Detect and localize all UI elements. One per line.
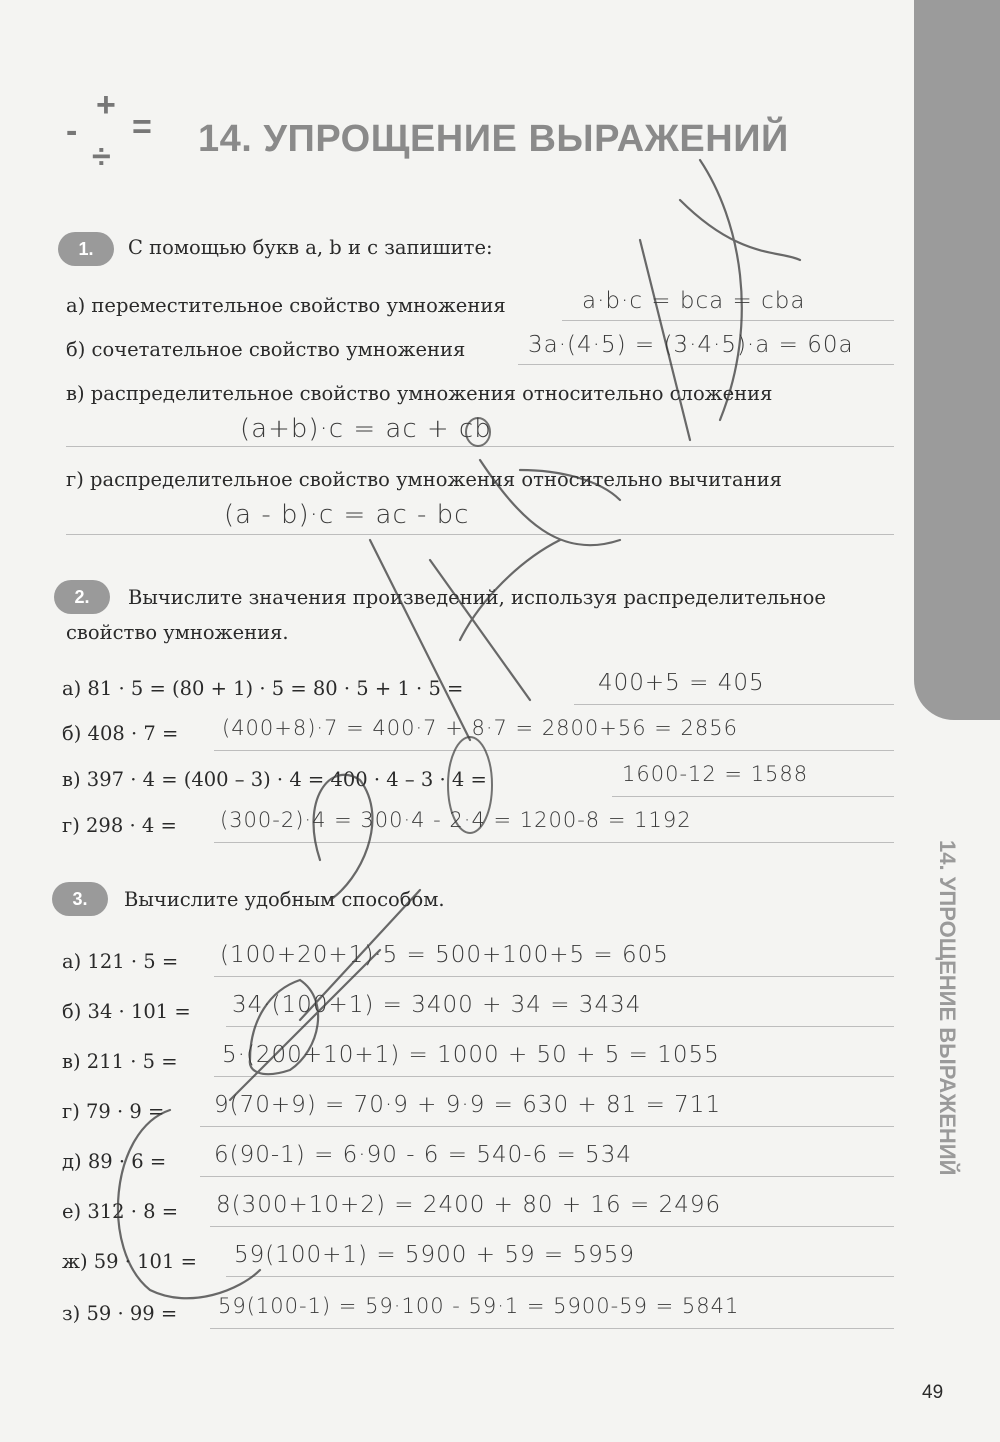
task3-prompt: Вычислите удобным способом. [124,888,445,911]
task1-item-c-label: в) распределительное свойство умножения относительно сложения [66,382,773,405]
task3-badge: 3. [52,882,108,916]
task3-item-b-expr: б) 34 · 101 = [62,1000,191,1023]
task1-item-b-answer: 3a·(4·5) = (3·4·5)·a = 60a [528,332,854,358]
task3-item-g-expr: ж) 59 · 101 = [62,1250,197,1273]
plus-symbol: + [96,86,116,124]
task3-item-h-answer: 59(100-1) = 59·100 - 59·1 = 5900-59 = 5841 [218,1294,740,1318]
task3-item-d-answer: 9(70+9) = 70·9 + 9·9 = 630 + 81 = 711 [214,1092,722,1118]
task2-item-a-expr: а) 81 · 5 = (80 + 1) · 5 = 80 · 5 + 1 · 5 = [62,677,464,700]
task2-item-a-answer: 400+5 = 405 [598,670,765,696]
page-title: 14. УПРОЩЕНИЕ ВЫРАЖЕНИЙ [198,118,789,160]
task2-prompt-line1: Вычислите значения произведений, используя распределительное [128,586,826,609]
divide-symbol: ÷ [92,138,111,176]
task3-item-e-expr: д) 89 · 6 = [62,1150,167,1173]
task2-badge: 2. [54,580,110,614]
task3-item-d-expr: г) 79 · 9 = [62,1100,165,1123]
task2-item-b-expr: б) 408 · 7 = [62,722,179,745]
task3-item-h-expr: з) 59 · 99 = [62,1302,178,1325]
task2-item-b-answer: (400+8)·7 = 400·7 + 8·7 = 2800+56 = 2856 [222,716,738,740]
task3-item-b-answer: 34·(100+1) = 3400 + 34 = 3434 [232,992,642,1018]
task3-item-e-answer: 6(90-1) = 6·90 - 6 = 540-6 = 534 [214,1142,632,1168]
task1-item-d-answer: (a - b)·c = ac - bc [224,500,470,530]
task3-item-a-answer: (100+20+1)·5 = 500+100+5 = 605 [220,942,669,968]
task3-item-a-expr: а) 121 · 5 = [62,950,179,973]
task1-item-b-label: б) сочетательное свойство умножения [66,338,466,361]
task3-item-g-answer: 59(100+1) = 5900 + 59 = 5959 [234,1242,636,1268]
task1-item-a-label: а) переместительное свойство умножения [66,294,506,317]
minus-symbol: - [66,112,78,150]
side-title: 14. УПРОЩЕНИЕ ВЫРАЖЕНИЙ [935,840,960,1176]
equals-symbol: = [132,108,152,146]
task2-prompt-line2: свойство умножения. [66,621,289,644]
task1-item-d-label: г) распределительное свойство умножения относительно вычитания [66,468,782,491]
task1-badge: 1. [58,232,114,266]
task1-prompt: С помощью букв a, b и с запишите: [128,236,493,259]
task3-item-f-answer: 8(300+10+2) = 2400 + 80 + 16 = 2496 [216,1192,722,1218]
task2-item-c-expr: в) 397 · 4 = (400 – 3) · 4 = 400 · 4 – 3 · 4 = [62,768,487,791]
task3-item-c-answer: 5·(200+10+1) = 1000 + 50 + 5 = 1055 [222,1042,720,1068]
task1-item-a-answer: a·b·c = bca = cba [582,288,806,314]
task2-item-d-expr: г) 298 · 4 = [62,814,177,837]
page-number: 49 [922,1382,944,1403]
task1-item-c-answer: (a+b)·c = ac + cb [240,414,492,444]
task2-item-c-answer: 1600-12 = 1588 [622,762,809,786]
task3-item-f-expr: е) 312 · 8 = [62,1200,179,1223]
task3-item-c-expr: в) 211 · 5 = [62,1050,178,1073]
task2-item-d-answer: (300-2)·4 = 300·4 - 2·4 = 1200-8 = 1192 [220,808,692,832]
